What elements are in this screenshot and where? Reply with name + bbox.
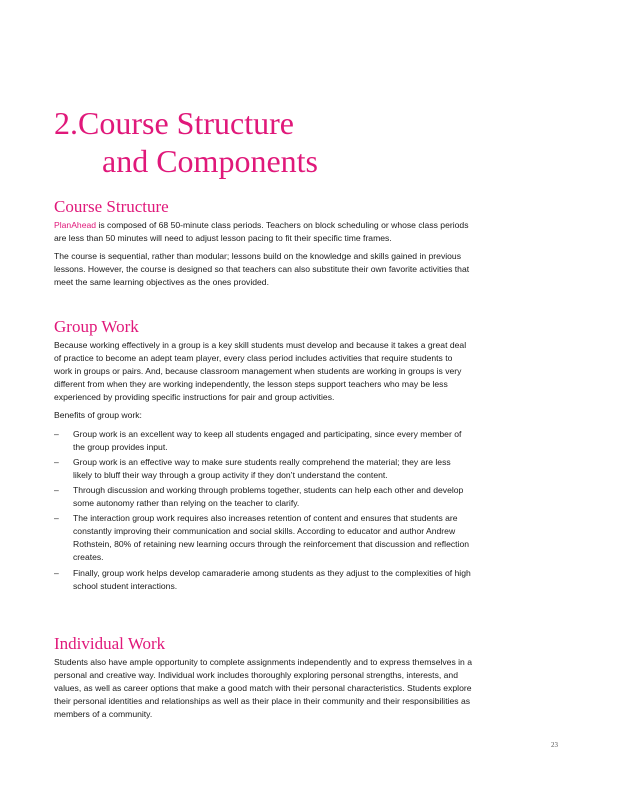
benefits-intro: Benefits of group work: bbox=[54, 410, 142, 421]
list-item-text: The interaction group work requires also increases retention of content and ensures that students are constantly improving their communication and social skills. According to educator and author Andrew Rothstein, 80% of retaining new learning occurs through the reinforcement that discussion and reflection creates. bbox=[73, 513, 470, 563]
list-item bbox=[54, 428, 472, 454]
page-title bbox=[54, 104, 318, 180]
list-item bbox=[54, 456, 472, 482]
bullet-dash: – bbox=[54, 484, 59, 495]
page-number: 23 bbox=[551, 741, 558, 749]
course-structure-paragraph-1-text: is composed of 68 50-minute class periods. Teachers on block scheduling or whose class periods are less than 50 minutes will need to adjust lesson pacing to fit their specific time frames. bbox=[54, 220, 469, 244]
group-work-paragraph-1: Because working effectively in a group is a key skill students must develop and because it takes a great deal of practice to become an adept team player, every class period includes activities that require students to work in groups or pairs. And, because classroom management when students are working in groups is very different from when they are working independently, the lesson steps support teachers who may be less experienced by providing specific instructions for pair and group activities. bbox=[54, 340, 467, 403]
individual-work-paragraph-1: Students also have ample opportunity to complete assignments independently and to express themselves in a personal and creative way. Individual work includes thoroughly exploring personal strengths, interests, and values, as well as career options that make a good match with their personal characteristics. Students explore their personal identities and relationships as well as their place in their community and their responsibilities as members of a community. bbox=[54, 657, 473, 720]
list-item-text: Through discussion and working through problems together, students can help each other and develop some autonomy rather than relying on the teacher to clarify. bbox=[73, 484, 464, 509]
list-item bbox=[54, 484, 472, 510]
section-heading-group-work: Group Work bbox=[54, 317, 139, 336]
section-course-structure bbox=[54, 197, 472, 294]
list-item bbox=[54, 512, 472, 564]
list-item-text: Group work is an effective way to make sure students really comprehend the material; they are less likely to bluff their way through a group activity if they don’t understand the content. bbox=[73, 456, 451, 480]
course-structure-paragraph-2: The course is sequential, rather than modular; lessons build on the knowledge and skills gained in previous lessons. However, the course is designed so that teachers can also substitute their own favorite activities that meet the same learning objectives as the ones provided. bbox=[54, 251, 470, 288]
section-heading-individual-work: Individual Work bbox=[54, 634, 166, 653]
page-title-line-2: and Components bbox=[102, 143, 318, 179]
section-group-work bbox=[54, 317, 472, 595]
section-heading-course-structure: Course Structure bbox=[54, 197, 169, 216]
section-individual-work bbox=[54, 634, 472, 726]
list-item bbox=[54, 567, 472, 593]
bullet-dash: – bbox=[54, 513, 59, 524]
list-item-text: Finally, group work helps develop camaraderie among students as they adjust to the complexities of high school student interactions. bbox=[73, 567, 471, 591]
bullet-dash: – bbox=[54, 428, 59, 439]
page-title-line-1: 2.Course Structure bbox=[54, 105, 294, 141]
bullet-dash: – bbox=[54, 456, 59, 467]
bullet-dash: – bbox=[54, 567, 59, 578]
list-item-text: Group work is an excellent way to keep all students engaged and participating, since every member of the group provides input. bbox=[73, 428, 462, 452]
course-structure-paragraph-1 bbox=[54, 219, 472, 245]
benefits-list bbox=[54, 428, 472, 593]
brand-name: PlanAhead bbox=[54, 220, 97, 230]
